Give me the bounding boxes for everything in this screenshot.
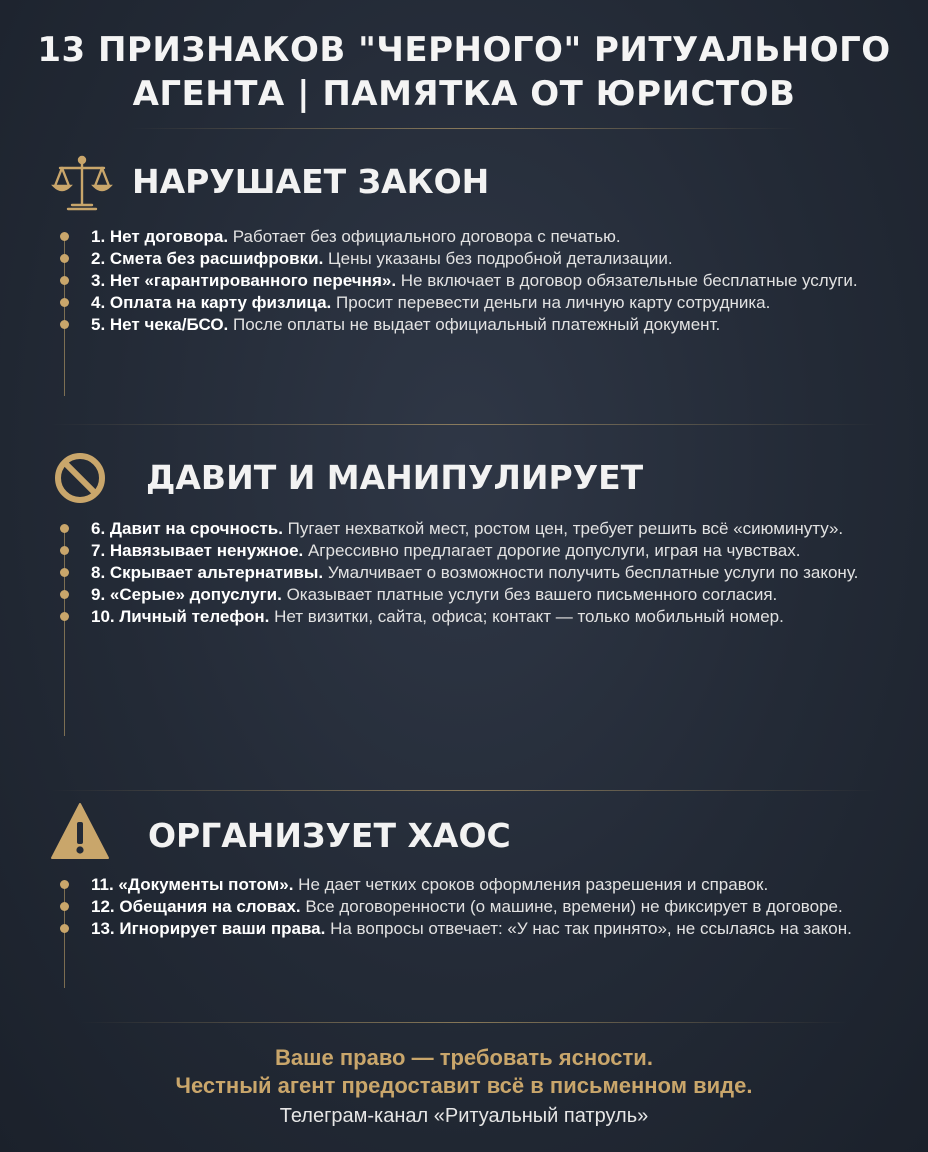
bullet-dot	[60, 254, 69, 263]
bullet-dot	[60, 298, 69, 307]
item-lead: 5. Нет чека/БСО.	[91, 315, 229, 334]
list-item	[64, 918, 864, 940]
section-title: ДАВИТ И МАНИПУЛИРУЕТ	[146, 458, 644, 497]
bullet-dot	[60, 590, 69, 599]
section-header	[50, 150, 900, 214]
list-item	[64, 248, 864, 270]
item-text: Пугает нехваткой мест, ростом цен, требует решить всё «сиюминуту».	[282, 519, 844, 538]
item-lead: 4. Оплата на карту физлица.	[91, 293, 332, 312]
bullet-dot	[60, 546, 69, 555]
divider	[50, 424, 878, 425]
bullet-dot	[60, 276, 69, 285]
bullet-dot	[60, 880, 69, 889]
item-lead: 6. Давит на срочность.	[91, 519, 283, 538]
section-header	[50, 446, 900, 510]
item-text: Не включает в договор обязательные бесплатные услуги.	[396, 271, 858, 290]
list-item	[64, 606, 864, 628]
footer-line-2: Честный агент предоставит всё в письменном виде.	[175, 1073, 753, 1098]
telegram-channel: Телеграм-канал «Ритуальный патруль»	[279, 1105, 649, 1127]
item-lead: 12. Обещания на словах.	[91, 897, 301, 916]
item-lead: 10. Личный телефон.	[91, 607, 270, 626]
list-item	[64, 226, 864, 248]
divider	[50, 790, 878, 791]
list-item	[64, 562, 864, 584]
section-manipulates	[0, 446, 928, 786]
section-chaos	[0, 800, 928, 1020]
footer-line-1: Ваше право — требовать ясности.	[275, 1045, 653, 1070]
list-item	[64, 314, 864, 336]
section-title: ОРГАНИЗУЕТ ХАОС	[148, 816, 511, 855]
section-header	[50, 800, 900, 864]
divider	[80, 1022, 848, 1023]
item-lead: 11. «Документы потом».	[91, 875, 294, 894]
list-item	[64, 270, 864, 292]
item-text: Агрессивно предлагает дорогие допуслуги, играя на чувствах.	[303, 541, 801, 560]
item-lead: 2. Смета без расшифровки.	[91, 249, 324, 268]
bullet-dot	[60, 902, 69, 911]
item-text: После оплаты не выдает официальный платежный документ.	[228, 315, 721, 334]
item-text: Цены указаны без подробной детализации.	[323, 249, 673, 268]
item-text: Просит перевести деньги на личную карту сотрудника.	[331, 293, 771, 312]
warning-icon	[50, 800, 114, 864]
bullet-dot	[60, 232, 69, 241]
item-lead: 7. Навязывает ненужное.	[91, 541, 304, 560]
item-lead: 8. Скрывает альтернативы.	[91, 563, 324, 582]
item-list	[64, 874, 864, 940]
divider	[130, 128, 798, 129]
bullet-dot	[60, 612, 69, 621]
item-lead: 3. Нет «гарантированного перечня».	[91, 271, 397, 290]
bullet-dot	[60, 524, 69, 533]
bullet-dot	[60, 320, 69, 329]
item-text: Не дает четких сроков оформления разрешения и справок.	[293, 875, 769, 894]
page-title-line-2: АГЕНТА | ПАМЯТКА ОТ ЮРИСТОВ	[132, 74, 796, 114]
list-item	[64, 584, 864, 606]
page-title	[0, 28, 928, 116]
item-lead: 1. Нет договора.	[91, 227, 229, 246]
list-item	[64, 896, 864, 918]
scales-icon	[50, 150, 114, 214]
list-item	[64, 540, 864, 562]
prohibited-icon	[50, 446, 114, 510]
item-text: Нет визитки, сайта, офиса; контакт — только мобильный номер.	[269, 607, 784, 626]
footer	[0, 1044, 928, 1130]
bullet-dot	[60, 568, 69, 577]
list-item	[64, 518, 864, 540]
item-list	[64, 226, 864, 336]
item-lead: 9. «Серые» допуслуги.	[91, 585, 282, 604]
item-lead: 13. Игнорирует ваши права.	[91, 919, 326, 938]
item-text: На вопросы отвечает: «У нас так принято», не ссылаясь на закон.	[325, 919, 852, 938]
item-text: Работает без официального договора с печатью.	[228, 227, 621, 246]
section-breaks-law	[0, 150, 928, 410]
item-text: Оказывает платные услуги без вашего письменного согласия.	[281, 585, 778, 604]
page-title-line-1: 13 ПРИЗНАКОВ "ЧЕРНОГО" РИТУАЛЬНОГО	[37, 30, 891, 70]
list-item	[64, 292, 864, 314]
item-text: Умалчивает о возможности получить бесплатные услуги по закону.	[323, 563, 859, 582]
item-text: Все договоренности (о машине, времени) не фиксирует в договоре.	[300, 897, 843, 916]
list-item	[64, 874, 864, 896]
bullet-dot	[60, 924, 69, 933]
item-list	[64, 518, 864, 628]
section-title: НАРУШАЕТ ЗАКОН	[132, 162, 490, 201]
